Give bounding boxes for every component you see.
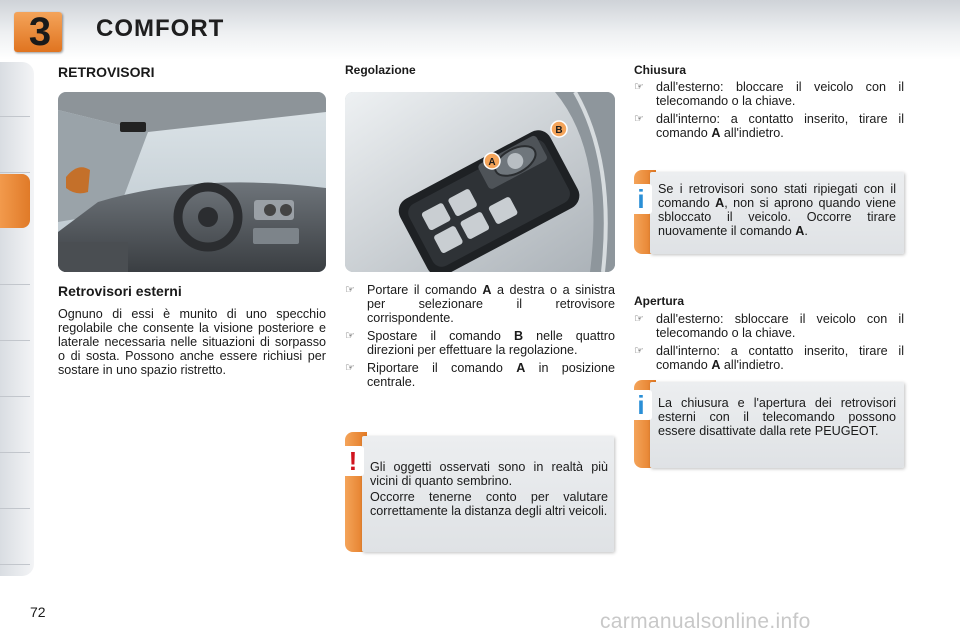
adjustment-steps (345, 283, 615, 389)
chapter-index-tab[interactable] (0, 62, 30, 117)
section-title: RETROVISORI (58, 64, 155, 80)
chapter-index-tab-active[interactable] (0, 174, 30, 228)
chapter-index-tab[interactable] (0, 118, 30, 173)
page-number: 72 (30, 604, 46, 620)
hand-pointer-icon: ☞ (634, 81, 644, 93)
closing-step: ☞ dall'interno: a contatto inserito, tirare il comando A all'indietro. (634, 112, 904, 140)
hand-pointer-icon: ☞ (634, 113, 644, 125)
warning-text-2: Occorre tenerne conto per valutare correttamente la distanza degli altri veicoli. (370, 490, 608, 518)
chapter-index-tab[interactable] (0, 510, 30, 565)
hand-pointer-icon: ☞ (634, 345, 644, 357)
opening-step: ☞ dall'esterno: sbloccare il veicolo con il telecomando o la chiave. (634, 312, 904, 340)
info-icon: i (630, 390, 652, 420)
label-b: B (555, 125, 563, 136)
chapter-index-tab[interactable] (0, 286, 30, 341)
description-paragraph: Ognuno di essi è munito di uno specchio regolabile che consente la visione posteriore e laterale necessaria nelle situazioni di sorpasso o di sosta. Possono anche essere richiusi per sostare in uno spazio ristretto. (58, 307, 326, 377)
adjustment-step: ☞ Portare il comando A a destra o a sinistra per selezionare il retrovisore corrispondente. (345, 283, 615, 325)
subtitle-exterior-mirrors: Retrovisori esterni (58, 283, 182, 299)
watermark: carmanualsonline.info (600, 610, 811, 633)
adjustment-step: ☞ Spostare il comando B nelle quattro direzioni per effettuare la regolazione. (345, 329, 615, 357)
info-text-remote-control: La chiusura e l'apertura dei retrovisori esterni con il telecomando possono essere disattivate dalla rete PEUGEOT. (658, 396, 896, 438)
info-icon: i (630, 184, 652, 214)
warning-icon: ! (342, 446, 364, 476)
adjustment-title: Regolazione (345, 63, 416, 77)
info-text-folded-mirrors: Se i retrovisori sono stati ripiegati con il comando A, non si aprono quando viene sbloccato il veicolo. Occorre tirare nuovamente il comando A. (658, 182, 896, 238)
opening-steps (634, 312, 904, 372)
adjustment-step: ☞ Riportare il comando A in posizione centrale. (345, 361, 615, 389)
label-a: A (488, 157, 496, 168)
hand-pointer-icon: ☞ (345, 362, 355, 374)
opening-step: ☞ dall'interno: a contatto inserito, tirare il comando A all'indietro. (634, 344, 904, 372)
chapter-index-tab[interactable] (0, 230, 30, 285)
closing-title: Chiusura (634, 63, 687, 77)
mirror-control-photo (345, 92, 615, 272)
chapter-index-tab[interactable] (0, 454, 30, 509)
chapter-index-tabs (0, 62, 34, 576)
hand-pointer-icon: ☞ (634, 313, 644, 325)
chapter-number: 3 (28, 10, 52, 54)
closing-steps (634, 80, 904, 140)
hand-pointer-icon: ☞ (345, 330, 355, 342)
hand-pointer-icon: ☞ (345, 284, 355, 296)
closing-step: ☞ dall'esterno: bloccare il veicolo con il telecomando o la chiave. (634, 80, 904, 108)
car-interior-photo (58, 92, 326, 272)
chapter-index-tab[interactable] (0, 342, 30, 397)
chapter-title: COMFORT (96, 15, 225, 42)
opening-title: Apertura (634, 294, 685, 308)
warning-text-1: Gli oggetti osservati sono in realtà più vicini di quanto sembrino. (370, 460, 608, 488)
chapter-index-tab[interactable] (0, 398, 30, 453)
